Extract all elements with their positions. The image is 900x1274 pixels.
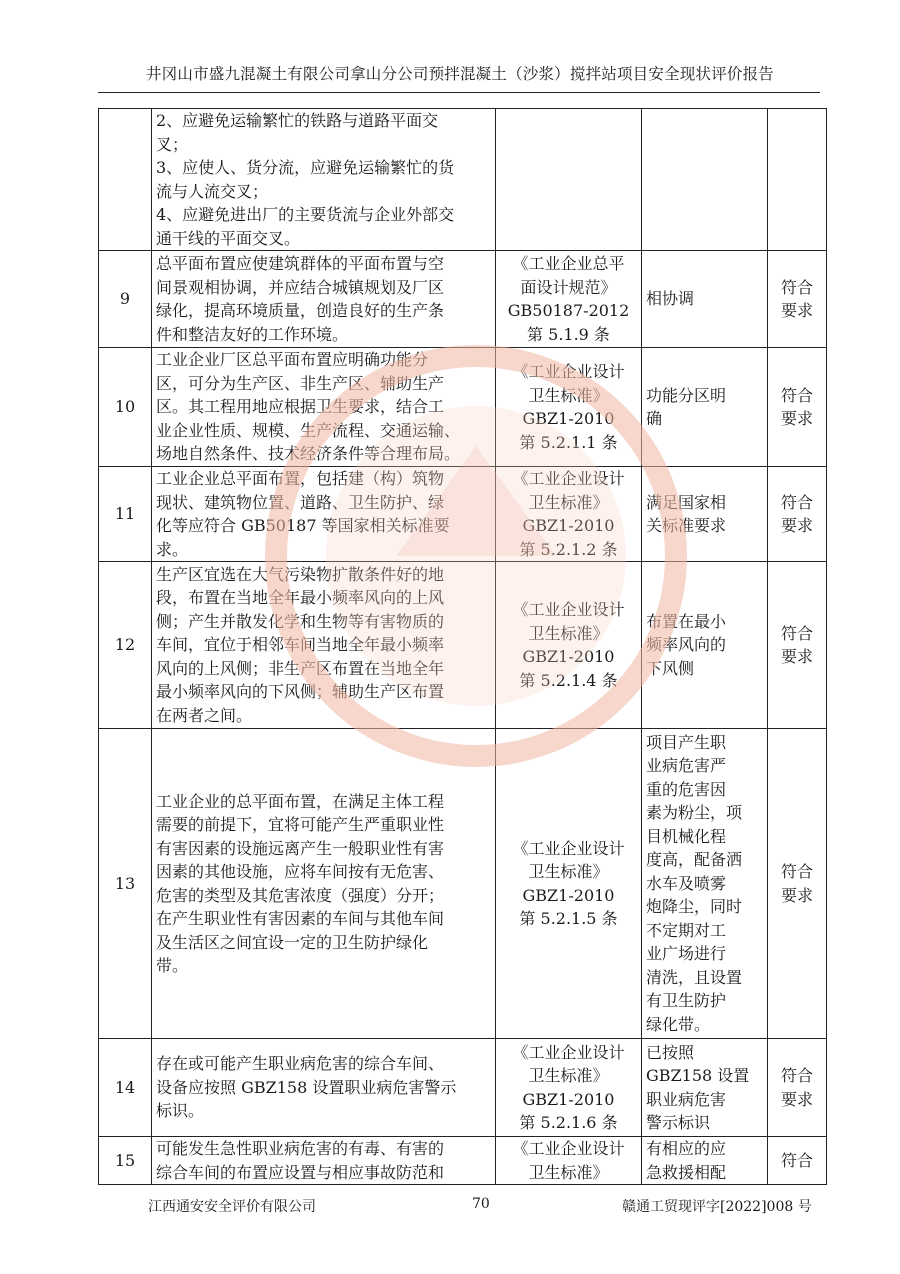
conclusion-cell-line: 符合 <box>780 1066 813 1085</box>
requirement-cell-line: 4、应避免进出厂的主要货流与企业外部交 <box>156 205 455 224</box>
requirement-cell-line: 化等应符合 GB50187 等国家相关标准要 <box>156 516 450 535</box>
requirement-cell-line: 带。 <box>156 956 189 975</box>
status-cell-line: 绿化带。 <box>646 1014 711 1034</box>
conclusion-cell-line: 符合 <box>780 277 813 297</box>
table-body <box>99 109 827 1185</box>
basis-cell-line: 卫生标准》 <box>528 492 609 512</box>
basis-cell <box>496 251 642 348</box>
conclusion-cell-line: 符合 <box>780 1150 813 1170</box>
conclusion-cell <box>768 1039 827 1137</box>
table-row <box>99 348 827 467</box>
footer-page-number: 70 <box>472 1196 490 1212</box>
basis-cell <box>496 729 642 1039</box>
requirement-cell-line: 侧；产生并散发化学和生物等有害物质的 <box>156 611 445 631</box>
table-row <box>99 467 827 562</box>
conclusion-cell <box>768 348 827 467</box>
basis-cell-line: GBZ1-2010 <box>522 647 615 666</box>
table-row <box>99 109 827 251</box>
item-number: 12 <box>99 562 152 729</box>
page-header: 井冈山市盛九混凝土有限公司拿山分公司预拌混凝土（沙浆）搅拌站项目安全现状评价报告 <box>145 65 774 83</box>
conclusion-cell-line: 符合 <box>780 862 813 881</box>
status-cell-line: 有卫生防护 <box>646 991 727 1011</box>
item-number: 14 <box>99 1039 152 1137</box>
table-row <box>99 1039 827 1137</box>
basis-cell-line: 第 5.2.1.6 条 <box>519 1113 618 1132</box>
requirement-cell-line: 业企业性质、规模、生产流程、交通运输、 <box>156 420 461 440</box>
requirement-cell-line: 及生活区之间宜设一定的卫生防护绿化 <box>156 932 429 952</box>
requirement-cell-line: 现状、建筑物位置、道路、卫生防护、绿 <box>156 492 445 512</box>
basis-cell-line: 卫生标准》 <box>528 385 609 405</box>
status-cell <box>642 729 768 1039</box>
basis-cell <box>496 348 642 467</box>
requirement-cell <box>152 1039 496 1137</box>
requirement-cell-line: 车间，宜位于相邻车间当地全年最小频率 <box>156 635 445 655</box>
basis-cell-line: 《工业企业设计 <box>512 1042 625 1062</box>
status-cell-line: 频率风向的 <box>646 635 727 655</box>
requirement-cell-line: 工业企业的总平面布置，在满足主体工程 <box>156 791 445 811</box>
table-row <box>99 729 827 1039</box>
conclusion-cell-line: 要求 <box>780 516 813 535</box>
requirement-cell <box>152 562 496 729</box>
requirement-cell-line: 标识。 <box>156 1101 205 1121</box>
requirement-cell <box>152 348 496 467</box>
requirement-cell-line: 生产区宜选在大气污染物扩散条件好的地 <box>156 564 445 584</box>
status-cell-line: 已按照 <box>646 1042 695 1062</box>
basis-cell-line: 《工业企业设计 <box>512 362 625 381</box>
status-cell-line: 项目产生职 <box>646 732 727 752</box>
basis-cell <box>496 1039 642 1137</box>
status-cell-line: 清洗，且设置 <box>646 967 743 987</box>
basis-cell-line: 卫生标准》 <box>528 623 609 643</box>
item-number: 10 <box>99 348 152 467</box>
status-cell-line: 有相应的应 <box>646 1139 727 1158</box>
item-number: 9 <box>99 251 152 348</box>
basis-cell-line: GBZ1-2010 <box>522 885 615 905</box>
basis-cell-line: 《工业企业设计 <box>512 600 625 619</box>
requirement-cell-line: 最小频率风向的下风侧；辅助生产区布置 <box>156 682 445 702</box>
basis-cell <box>496 562 642 729</box>
requirement-cell <box>152 109 496 251</box>
basis-cell <box>496 109 642 251</box>
requirement-cell-line: 3、应使人、货分流，应避免运输繁忙的货 <box>156 158 455 177</box>
status-cell-line: 素为粉尘，项 <box>646 803 743 823</box>
evaluation-table <box>98 108 827 1185</box>
status-cell-line: GBZ158 设置 <box>646 1066 750 1085</box>
requirement-cell-line: 流与人流交叉； <box>156 181 269 201</box>
status-cell-line: 不定期对工 <box>646 920 727 940</box>
conclusion-cell-line: 要求 <box>780 647 813 666</box>
basis-cell <box>496 467 642 562</box>
requirement-cell-line: 在两者之间。 <box>156 705 253 725</box>
status-cell-line: 炮降尘，同时 <box>646 897 743 917</box>
basis-cell-line: 第 5.2.1.4 条 <box>519 670 618 690</box>
basis-cell-line: 《工业企业设计 <box>512 469 625 488</box>
requirement-cell-line: 风向的上风侧；非生产区布置在当地全年 <box>156 658 445 678</box>
basis-cell <box>496 1137 642 1185</box>
conclusion-cell <box>768 1137 827 1185</box>
conclusion-cell-line: 要求 <box>780 1089 813 1109</box>
basis-cell-line: GBZ1-2010 <box>522 516 615 535</box>
requirement-cell-line: 间景观相协调，并应结合城镇规划及厂区 <box>156 277 445 297</box>
conclusion-cell <box>768 251 827 348</box>
status-cell-line: 目机械化程 <box>646 826 727 846</box>
requirement-cell <box>152 1137 496 1185</box>
conclusion-cell <box>768 562 827 729</box>
basis-cell-line: GBZ1-2010 <box>522 1089 615 1109</box>
requirement-cell-line: 区，可分为生产区、非生产区、辅助生产 <box>156 373 445 393</box>
requirement-cell-line: 可能发生急性职业病危害的有毒、有害的 <box>156 1139 445 1158</box>
item-number: 11 <box>99 467 152 562</box>
status-cell <box>642 251 768 348</box>
basis-cell-line: 《工业企业总平 <box>512 254 625 273</box>
status-cell-line: 功能分区明 <box>646 385 727 405</box>
requirement-cell-line: 存在或可能产生职业病危害的综合车间、 <box>156 1054 445 1074</box>
status-cell-line: 业病危害严 <box>646 756 727 776</box>
table-row <box>99 251 827 348</box>
status-cell-line: 重的危害因 <box>646 779 727 799</box>
status-cell-line: 布置在最小 <box>646 611 727 631</box>
basis-cell-line: 第 5.1.9 条 <box>527 324 610 344</box>
item-number <box>99 109 152 251</box>
requirement-cell-line: 在产生职业性有害因素的车间与其他车间 <box>156 909 445 928</box>
conclusion-cell <box>768 729 827 1039</box>
requirement-cell-line: 求。 <box>156 539 189 559</box>
status-cell <box>642 467 768 562</box>
status-cell <box>642 348 768 467</box>
status-cell-line: 警示标识 <box>646 1113 711 1132</box>
requirement-cell-line: 总平面布置应使建筑群体的平面布置与空 <box>156 254 445 273</box>
conclusion-cell <box>768 467 827 562</box>
requirement-cell <box>152 251 496 348</box>
status-cell <box>642 1137 768 1185</box>
status-cell-line: 下风侧 <box>646 658 695 678</box>
conclusion-cell-line: 要求 <box>780 301 813 320</box>
item-number: 15 <box>99 1137 152 1185</box>
basis-cell-line: 《工业企业设计 <box>512 838 625 858</box>
conclusion-cell-line: 符合 <box>780 492 813 512</box>
footer-report-id: 赣通工贸现评字[2022]008 号 <box>622 1199 812 1215</box>
status-cell-line: 相协调 <box>646 289 695 309</box>
conclusion-cell <box>768 109 827 251</box>
basis-cell-line: 卫生标准》 <box>528 1162 609 1182</box>
table-row <box>99 562 827 729</box>
requirement-cell-line: 叉； <box>156 134 189 154</box>
requirement-cell-line: 需要的前提下，宜将可能产生严重职业性 <box>156 815 445 834</box>
item-number: 13 <box>99 729 152 1039</box>
requirement-cell-line: 通干线的平面交叉。 <box>156 228 301 248</box>
requirement-cell-line: 段，布置在当地全年最小频率风向的上风 <box>156 588 445 608</box>
status-cell-line: 水车及喷雾 <box>646 873 727 893</box>
requirement-cell-line: 2、应避免运输繁忙的铁路与道路平面交 <box>156 111 439 130</box>
requirement-cell-line: 因素的其他设施，应将车间按有无危害、 <box>156 862 445 881</box>
status-cell <box>642 109 768 251</box>
status-cell <box>642 1039 768 1137</box>
requirement-cell-line: 危害的类型及其危害浓度（强度）分开； <box>156 885 445 905</box>
basis-cell-line: 第 5.2.1.5 条 <box>519 909 618 928</box>
requirement-cell-line: 综合车间的布置应设置与相应事故防范和 <box>156 1162 445 1182</box>
status-cell-line: 关标准要求 <box>646 516 727 535</box>
requirement-cell-line: 区。其工程用地应根据卫生要求，结合工 <box>156 397 445 417</box>
header-rule <box>98 92 820 93</box>
conclusion-cell-line: 要求 <box>780 885 813 905</box>
requirement-cell-line: 有害因素的设施远离产生一般职业性有害 <box>156 838 445 858</box>
status-cell-line: 确 <box>646 409 663 428</box>
requirement-cell-line: 绿化，提高环境质量，创造良好的生产条 <box>156 301 445 320</box>
conclusion-cell-line: 要求 <box>780 409 813 428</box>
basis-cell-line: 卫生标准》 <box>528 1066 609 1085</box>
basis-cell-line: 第 5.2.1.1 条 <box>519 432 618 452</box>
status-cell-line: 度高，配备洒 <box>646 850 743 870</box>
basis-cell-line: GBZ1-2010 <box>522 409 615 428</box>
requirement-cell-line: 场地自然条件、技术经济条件等合理布局。 <box>156 444 461 464</box>
table-row <box>99 1137 827 1185</box>
requirement-cell <box>152 729 496 1039</box>
requirement-cell-line: 工业企业厂区总平面布置应明确功能分 <box>156 350 429 370</box>
status-cell <box>642 562 768 729</box>
requirement-cell-line: 工业企业总平面布置，包括建（构）筑物 <box>156 469 445 488</box>
requirement-cell-line: 设备应按照 GBZ158 设置职业病危害警示 <box>156 1077 457 1097</box>
status-cell-line: 业广场进行 <box>646 944 727 964</box>
conclusion-cell-line: 符合 <box>780 623 813 643</box>
conclusion-cell-line: 符合 <box>780 385 813 405</box>
status-cell-line: 满足国家相 <box>646 492 727 512</box>
requirement-cell <box>152 467 496 562</box>
status-cell-line: 急救援相配 <box>646 1162 727 1182</box>
basis-cell-line: 第 5.2.1.2 条 <box>519 539 618 559</box>
status-cell-line: 职业病危害 <box>646 1089 727 1109</box>
footer-company: 江西通安安全评价有限公司 <box>148 1199 316 1215</box>
basis-cell-line: GB50187-2012 <box>507 301 630 320</box>
basis-cell-line: 卫生标准》 <box>528 862 609 881</box>
requirement-cell-line: 件和整洁友好的工作环境。 <box>156 324 349 344</box>
basis-cell-line: 《工业企业设计 <box>512 1139 625 1158</box>
basis-cell-line: 面设计规范》 <box>520 277 617 297</box>
